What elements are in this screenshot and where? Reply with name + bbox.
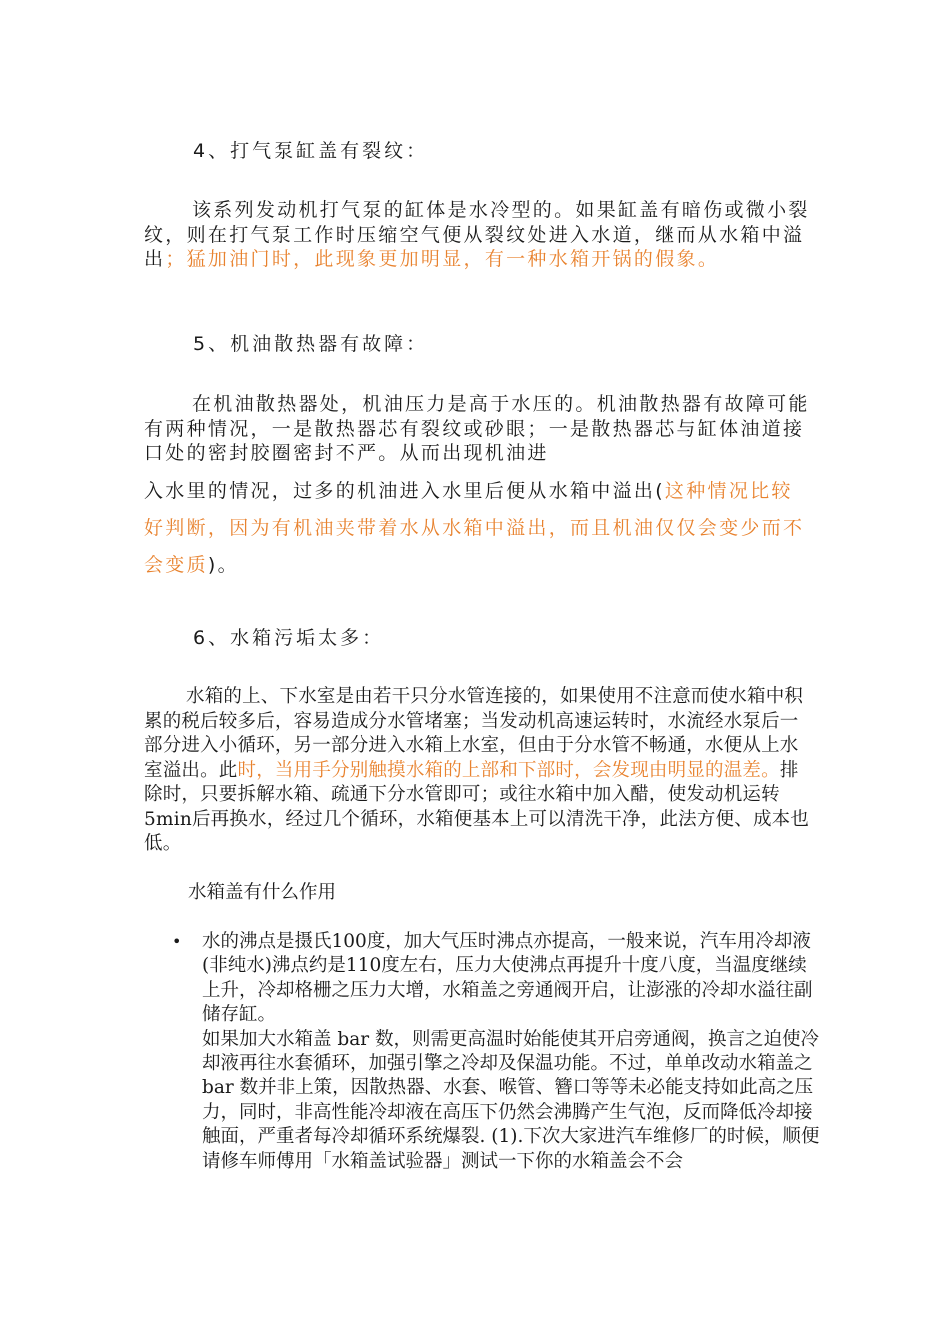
- section-6-body-text: 水箱的上、下水室是由若干只分水管连接的，如果使用不注意而使水箱中积累的税后较多后，容易造成分水管堵塞；当发动机高速运转时，水流经水泵后一部分进入小循环，另一部分进入水箱上水室，但由于分水管不畅通，水便从上水室溢出。此: [144, 686, 804, 781]
- section-5-body-text-2: 入水里的情况，过多的机油进入水里后便从水箱中溢出(: [144, 480, 665, 502]
- section-5-heading: 5、机油散热器有故障：: [193, 333, 429, 355]
- section-5-body-text: 在机油散热器处，机油压力是高于水压的。机油散热器有故障可能有两种情况，一是散热器芯有裂纹或砂眼；一是散热器芯与缸体油道接口处的密封胶圈密封不严。从而出现机油进: [144, 393, 810, 464]
- bullet-dot-icon: •: [172, 932, 182, 951]
- list-item: [172, 930, 822, 1174]
- section-5-body-highlight: 这种情况比较好判断，因为有机油夹带着水从水箱中溢出，而且机油仅仅会变少而不会变质: [144, 480, 805, 576]
- section-4-body-highlight: ；猛加油门时，此现象更加明显，有一种水箱开锅的假象。: [165, 248, 720, 270]
- section-4-body-text: 该系列发动机打气泵的缸体是水冷型的。如果缸盖有暗伤或微小裂纹，则在打气泵工作时压缩空气便从裂纹处进入水道，继而从水箱中溢出: [144, 199, 810, 270]
- section-5-body-tail: )。: [207, 554, 239, 576]
- cap-paragraph-1: 水的沸点是摄氏100度，加大气压时沸点亦提高，一般来说，汽车用冷却液(非纯水)沸点约是110度左右，压力大使沸点再提升十度八度，当温度继续上升，冷却格栅之压力大增，水箱盖之旁通阀开启，让澎涨的冷却水溢往副储存缸。: [202, 931, 813, 1026]
- section-4-body: [144, 198, 812, 272]
- cap-bullet-list: [172, 930, 822, 1174]
- section-6-body: [144, 685, 812, 857]
- section-6-heading: 6、水箱污垢太多：: [193, 627, 385, 649]
- section-4-heading: 4、打气泵缸盖有裂纹：: [193, 140, 429, 162]
- section-5-body: [144, 392, 812, 466]
- cap-section-title: 水箱盖有什么作用: [188, 882, 337, 903]
- section-6-body-highlight: 时，当用手分别触摸水箱的上部和下部时，会发现由明显的温差。: [237, 759, 780, 781]
- section-6-body-tail: 排除时，只要拆解水箱、疏通下分水管即可；或往水箱中加入醋，使发动机运转5min后再换水，经过几个循环，水箱便基本上可以清洗干净，此法方便、成本也低。: [144, 759, 810, 854]
- cap-paragraph-2: 如果加大水箱盖 bar 数，则需更高温时始能使其开启旁通阀，换言之迫使冷却液再往水套循环，加强引擎之冷却及保温功能。不过，单单改动水箱盖之 bar 数并非上策，因散热器、水套、喉管、簪口等等未必能支持如此高之压力，同时，非高性能冷却液在高压下仍然会沸腾产生气泡，反而降低冷却接触面，严重者每冷却循环系统爆裂. (1).下次大家进汽车维修厂的时候，顺便请修车师傅用「水箱盖试验器」测试一下你的水箱盖会不会: [202, 1028, 820, 1172]
- section-5-body-continued: [144, 473, 812, 584]
